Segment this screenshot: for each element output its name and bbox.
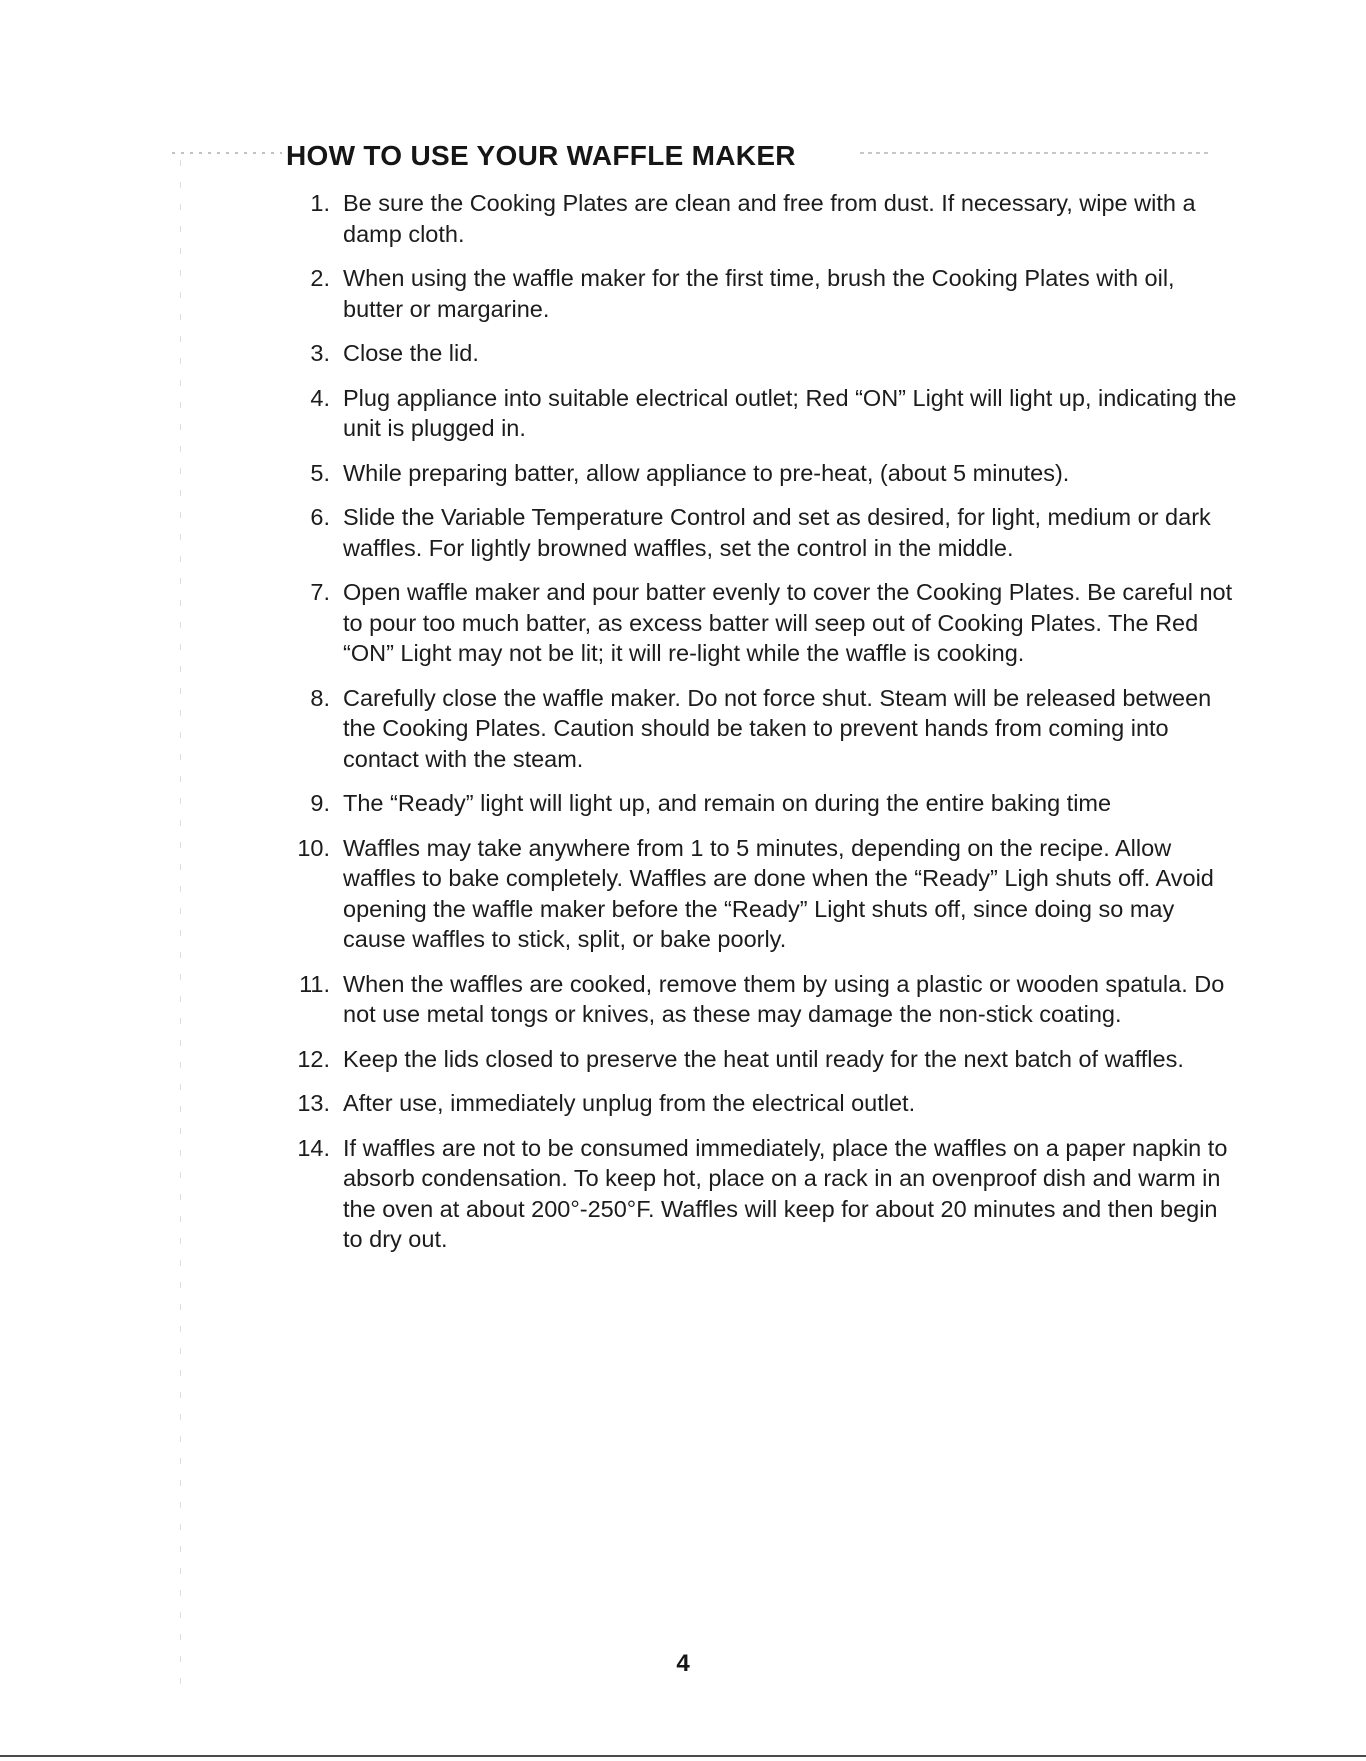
step-number: 4. bbox=[310, 384, 330, 411]
instruction-step bbox=[290, 1044, 1240, 1075]
instruction-list bbox=[290, 188, 1240, 1269]
step-number: 11. bbox=[299, 970, 330, 997]
bottom-edge-rule bbox=[0, 1755, 1366, 1757]
instruction-step bbox=[290, 383, 1240, 444]
instruction-step bbox=[290, 1133, 1240, 1255]
step-number: 10. bbox=[297, 834, 330, 861]
step-number: 14. bbox=[297, 1134, 330, 1161]
instruction-step bbox=[290, 263, 1240, 324]
page-title: HOW TO USE YOUR WAFFLE MAKER bbox=[286, 140, 796, 171]
step-text: Carefully close the waffle maker. Do not force shut. Steam will be released between the Cooking Plates. Caution should be taken to prevent hands from coming into contact with the steam. bbox=[343, 684, 1212, 772]
scan-speckle-right bbox=[860, 152, 1210, 154]
step-text: Open waffle maker and pour batter evenly to cover the Cooking Plates. Be careful not to pour too much batter, as excess batter will seep out of Cooking Plates. The Red “ON” Light may not be lit; it will re-light while the waffle is cooking. bbox=[343, 579, 1233, 666]
step-text: The “Ready” light will light up, and remain on during the entire baking time bbox=[343, 790, 1112, 816]
instruction-step bbox=[290, 577, 1240, 669]
page-number: 4 bbox=[676, 1650, 690, 1677]
step-text: Close the lid. bbox=[343, 340, 479, 366]
step-number: 7. bbox=[310, 579, 330, 605]
step-number: 13. bbox=[297, 1090, 330, 1116]
step-number: 9. bbox=[310, 790, 330, 816]
step-text: Keep the lids closed to preserve the heat until ready for the next batch of waffles. bbox=[343, 1045, 1184, 1072]
step-number: 1. bbox=[310, 190, 330, 216]
instruction-step bbox=[290, 338, 1240, 369]
step-number: 12. bbox=[297, 1045, 330, 1072]
instruction-step bbox=[290, 788, 1240, 819]
instruction-step bbox=[290, 683, 1240, 775]
instruction-step bbox=[290, 188, 1240, 249]
step-text: Slide the Variable Temperature Control and set as desired, for light, medium or dark waffles. For lightly browned waffles, set the control in the middle. bbox=[343, 504, 1211, 561]
step-text: Plug appliance into suitable electrical outlet; Red “ON” Light will light up, indicating the unit is plugged in. bbox=[343, 384, 1237, 441]
instruction-step bbox=[290, 1088, 1240, 1119]
step-text: Waffles may take anywhere from 1 to 5 minutes, depending on the recipe. Allow waffles to bake completely. Waffles are done when the “Ready” Ligh shuts off. Avoid opening the waffle maker before the “Ready” Light shuts off, since doing so may cause waffles to stick, split, or bake poorly. bbox=[343, 834, 1214, 952]
scan-speckle-left bbox=[172, 152, 282, 154]
step-text: When using the waffle maker for the first time, brush the Cooking Plates with oil, butter or margarine. bbox=[343, 265, 1175, 322]
step-number: 2. bbox=[310, 265, 330, 291]
step-text: If waffles are not to be consumed immediately, place the waffles on a paper napkin to absorb condensation. To keep hot, place on a rack in an ovenproof dish and warm in the oven at about 200°-250°F. Waffles will keep for about 20 minutes and then begin to dry out. bbox=[343, 1134, 1228, 1252]
step-number: 5. bbox=[310, 459, 330, 486]
step-text: When the waffles are cooked, remove them by using a plastic or wooden spatula. Do not use metal tongs or knives, as these may damage the non-stick coating. bbox=[343, 970, 1225, 1027]
instruction-step bbox=[290, 969, 1240, 1030]
scan-edge-artifact bbox=[180, 160, 181, 1700]
step-number: 8. bbox=[310, 684, 330, 711]
step-number: 3. bbox=[310, 340, 330, 366]
instruction-step bbox=[290, 502, 1240, 563]
step-text: Be sure the Cooking Plates are clean and free from dust. If necessary, wipe with a damp cloth. bbox=[343, 190, 1196, 247]
step-number: 6. bbox=[310, 504, 330, 530]
step-text: While preparing batter, allow appliance to pre-heat, (about 5 minutes). bbox=[343, 459, 1070, 486]
instruction-step bbox=[290, 458, 1240, 489]
instruction-step bbox=[290, 833, 1240, 955]
step-text: After use, immediately unplug from the electrical outlet. bbox=[343, 1090, 916, 1116]
